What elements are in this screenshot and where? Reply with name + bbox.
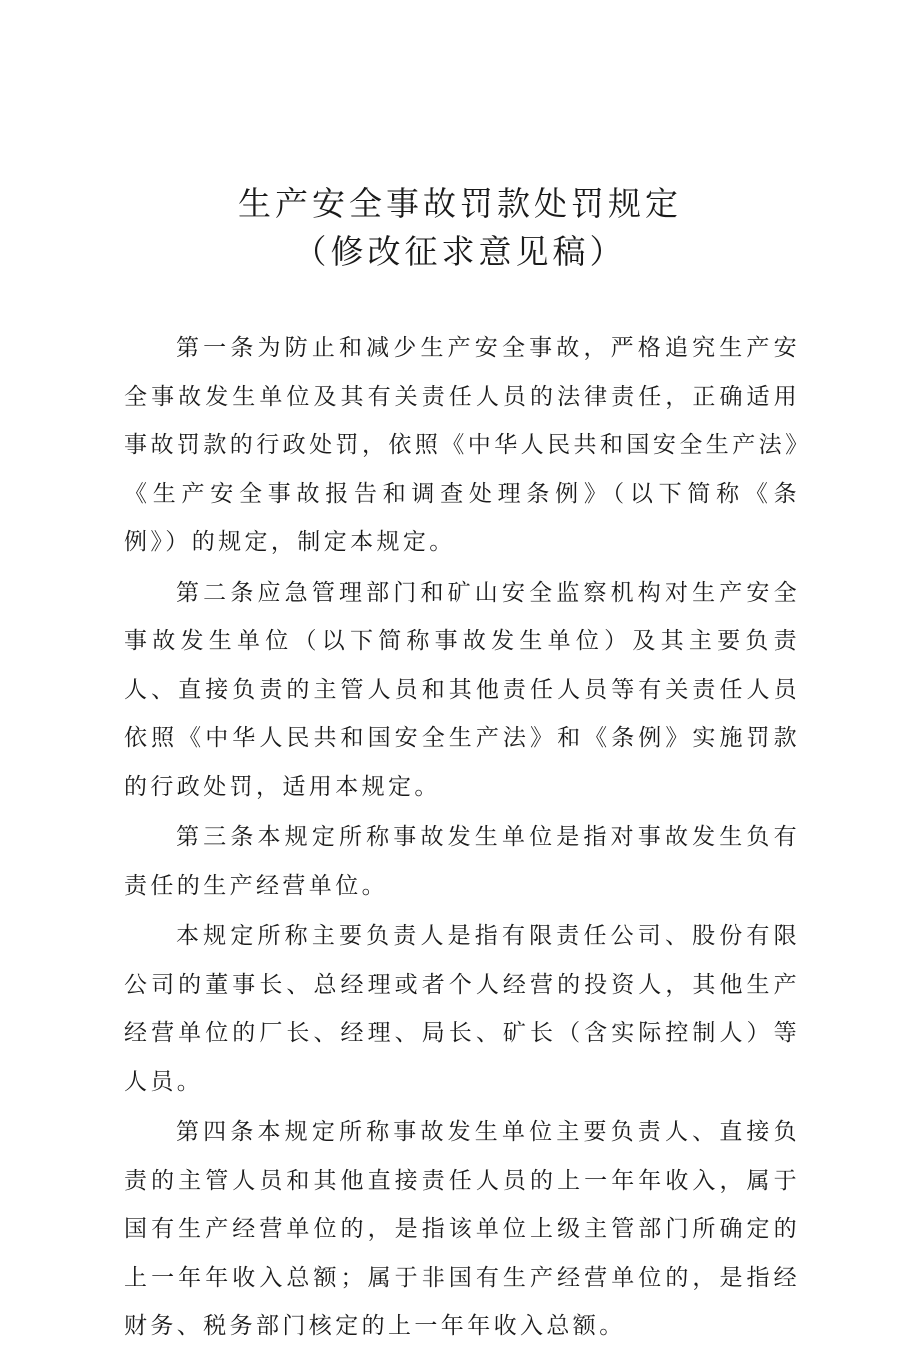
article-4: 第四条本规定所称事故发生单位主要负责人、直接负责的主管人员和其他直接责任人员的上一年年收入，属于国有生产经营单位的，是指该单位上级主管部门所确定的上一年年收入总额；属于非国有生产经营单位的，是指经财务、税务部门核定的上一年年收入总额。 <box>124 1119 800 1339</box>
article-1: 第一条为防止和减少生产安全事故，严格追究生产安全事故发生单位及其有关责任人员的法律责任，正确适用事故罚款的行政处罚，依照《中华人民共和国安全生产法》《生产安全事故报告和调查处理条例》（以下简称《条例》）的规定，制定本规定。 <box>124 335 800 555</box>
document-body <box>124 324 800 1353</box>
article-2: 第二条应急管理部门和矿山安全监察机构对生产安全事故发生单位（以下简称事故发生单位）及其主要负责人、直接负责的主管人员和其他责任人员等有关责任人员依照《中华人民共和国安全生产法》和《条例》实施罚款的行政处罚，适用本规定。 <box>124 579 800 800</box>
article-3-definition: 本规定所称主要负责人是指有限责任公司、股份有限公司的董事长、总经理或者个人经营的投资人，其他生产经营单位的厂长、经理、局长、矿长（含实际控制人）等人员。 <box>124 923 800 1095</box>
article-3: 第三条本规定所称事故发生单位是指对事故发生负有责任的生产经营单位。 <box>124 824 800 899</box>
title-subtitle: （修改征求意见稿） <box>293 232 627 271</box>
document-title <box>0 180 920 276</box>
title-main: 生产安全事故罚款处罚规定 <box>238 184 682 223</box>
